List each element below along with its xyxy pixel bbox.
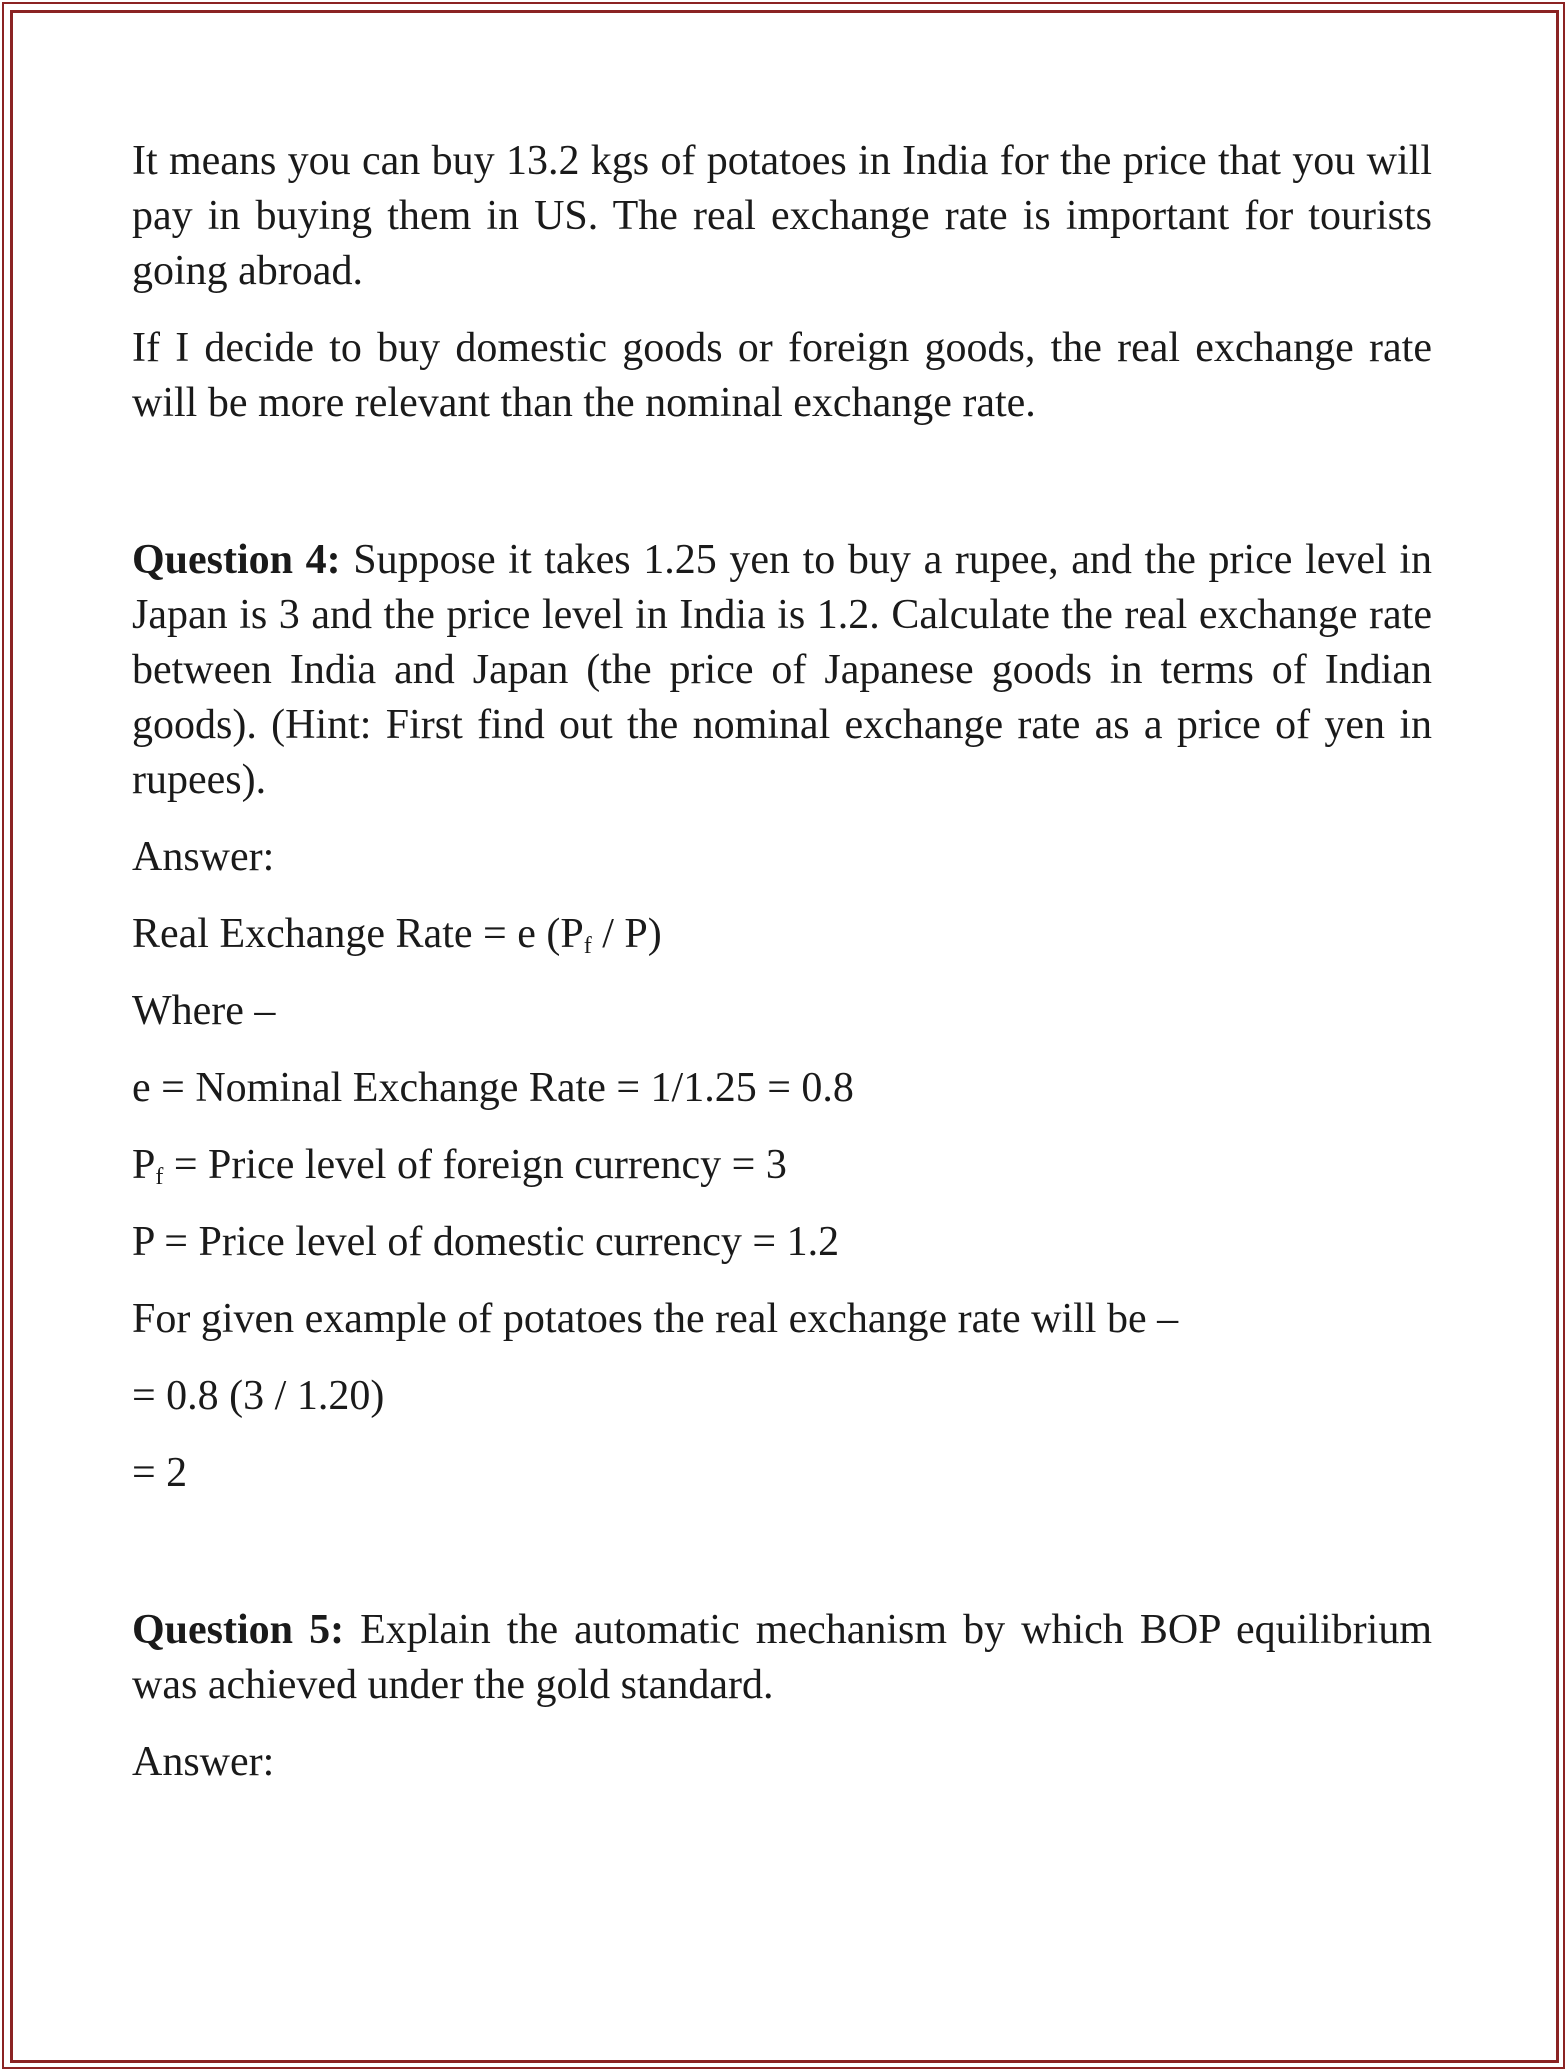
formula-suffix: / P) xyxy=(591,911,662,957)
question-4-label: Question 4: xyxy=(132,537,341,583)
calculation-line-1: = 0.8 (3 / 1.20) xyxy=(132,1373,385,1419)
formula-prefix: Real Exchange Rate = e (P xyxy=(132,911,584,957)
page-content xyxy=(132,134,1432,1790)
question-4-text: Suppose it takes 1.25 yen to buy a rupee, and the price level in Japan is 3 and the price level in India is 1.2. Calculate the real exchange rate between India and Japan (the price of Japanese goods in terms of Indian goods). (Hint: First find out the nominal exchange rate as a price of yen in rupees). xyxy=(132,537,1432,803)
intro-paragraph-1: It means you can buy 13.2 kgs of potatoes in India for the price that you will pay in buying them in US. The real exchange rate is important for tourists going abroad. xyxy=(132,138,1432,294)
intro-paragraph-2: If I decide to buy domestic goods or foreign goods, the real exchange rate will be more relevant than the nominal exchange rate. xyxy=(132,325,1432,426)
question-5 xyxy=(132,1603,1432,1713)
question-5-text: Explain the automatic mechanism by which BOP equilibrium was achieved under the gold standard. xyxy=(132,1607,1432,1708)
where-line: Where – xyxy=(132,988,276,1034)
question-4-answer-label: Answer: xyxy=(132,834,275,880)
formula-subscript: f xyxy=(583,933,592,959)
formula-line xyxy=(132,907,1432,962)
question-5-answer-label: Answer: xyxy=(132,1739,275,1785)
calculation-line-2: = 2 xyxy=(132,1450,188,1496)
foreign-price-line xyxy=(132,1138,1432,1193)
question-4 xyxy=(132,533,1432,808)
nominal-rate-line: e = Nominal Exchange Rate = 1/1.25 = 0.8 xyxy=(132,1065,854,1111)
pf-subscript: f xyxy=(155,1164,164,1190)
question-5-label: Question 5: xyxy=(132,1607,345,1653)
pf-prefix: P xyxy=(132,1142,156,1188)
domestic-price-line: P = Price level of domestic currency = 1.2 xyxy=(132,1219,840,1265)
example-line: For given example of potatoes the real exchange rate will be – xyxy=(132,1296,1179,1342)
pf-suffix: = Price level of foreign currency = 3 xyxy=(163,1142,787,1188)
